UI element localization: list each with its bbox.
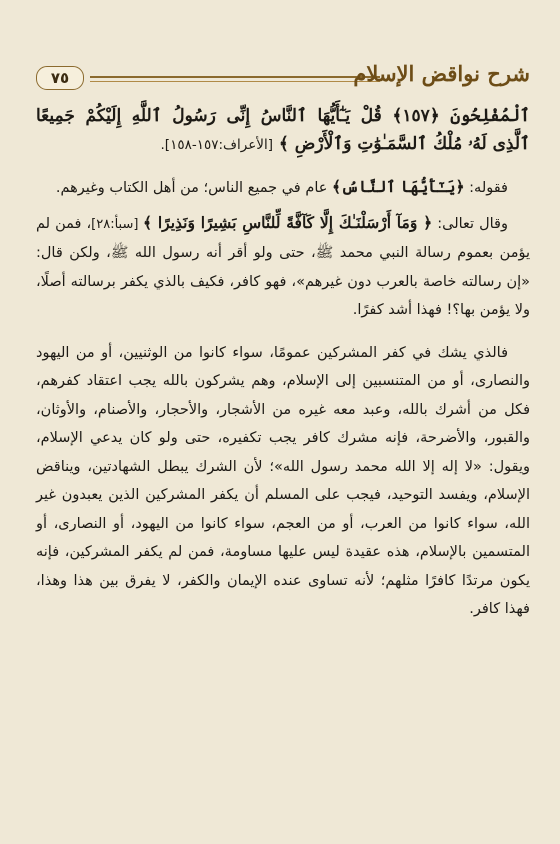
p1-lead: فقوله: [464, 180, 508, 196]
paragraph-1 [36, 173, 530, 203]
page-header [30, 58, 530, 94]
paragraph-2 [36, 209, 530, 325]
p2-rest: ، فمن لم يؤمن بعموم رسالة النبي محمد ﷺ، حتى ولو أقر أنه رسول الله ﷺ، ولكن قال: «إن رسالته خاصة بالعرب دون غيرهم»، فهو كافر، فكيف بالذي يكفر برسالته أصلًا، ولا يؤمن بها؟! فهذا أشد كفرًا. [36, 215, 530, 318]
verse-top-line-1: ٱلْمُفْلِحُونَ ﴿١٥٧﴾ قُلْ يَـٰٓأَيُّهَا ٱلنَّاسُ إِنِّى رَسُولُ ٱللَّهِ إِلَيْكُمْ جَمِيعًا ٱلَّذِى [36, 106, 530, 154]
verse-top [36, 102, 530, 159]
page-number: ٧٥ [36, 66, 84, 90]
p2-quran: ﴿ وَمَآ أَرْسَلْنَـٰكَ إِلَّا كَآفَّةً لِّلنَّاسِ بَشِيرًا وَنَذِيرًا ﴾ [142, 212, 433, 232]
verse-top-line-2: لَهُۥ مُلْكُ ٱلسَّمَـٰوَٰتِ وَٱلْأَرْضِ ﴾ [278, 134, 487, 154]
p2-lead: وقال تعالى: [432, 215, 508, 232]
p1-rest: عام في جميع الناس؛ من أهل الكتاب وغيرهم. [55, 180, 332, 196]
page-body [36, 102, 530, 624]
book-title: شرح نواقض الإسلام [353, 61, 530, 86]
p1-quran: ﴿يَـٰٓأَيُّهَا ٱلنَّاسُ﴾ [332, 177, 465, 196]
verse-top-reference: [الأعراف:١٥٧-١٥٨]. [160, 137, 273, 153]
header-rule [90, 76, 380, 78]
paragraph-3: فالذي يشك في كفر المشركين عمومًا، سواء كانوا من الوثنيين، أو من اليهود والنصارى، أو من المتنسبين إلى الإسلام، وهم يشركون بالله يجب اعتقاد كفرهم، فكل من أشرك بالله، وعبد معه غيره من الأشجار، والأحجار، والأصنام، والأوثان، والقبور، والأضرحة، فإنه مشرك كافر يجب تكفيره، حتى ولو كان يدعي الإسلام، ويقول: «لا إله إلا الله محمد رسول الله»؛ لأن الشرك يبطل الشهادتين، ويناقض الإسلام، ويفسد التوحيد، فيجب على المسلم أن يكفر المشركين الذين يعبدون غير الله، سواء كانوا من العرب، أو من العجم، سواء كانوا من اليهود، أو النصارى، أو المتسمين بالإسلام، هذه عقيدة ليس عليها مساومة، فمن لم يكفر المشركين، فإنه يكون مرتدًا كافرًا مثلهم؛ لأنه تساوى عنده الإيمان والكفر، لا يفرق بين هذا وهذا، فهذا كافر. [36, 344, 530, 617]
p2-reference: [سبأ:٢٨] [91, 216, 143, 232]
